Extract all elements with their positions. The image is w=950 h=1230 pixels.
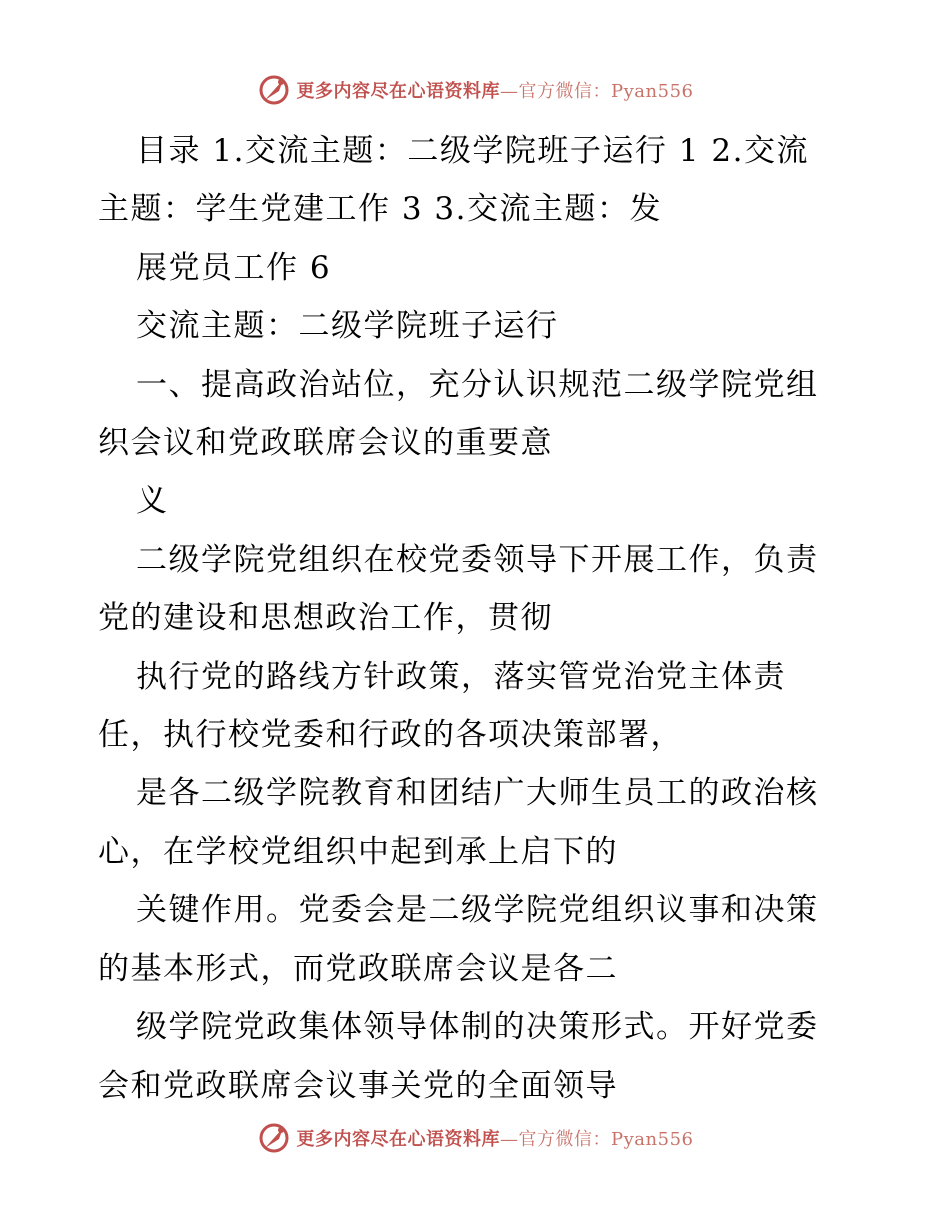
body-line: 党的建设和思想政治工作，贯彻 <box>98 600 553 637</box>
body-line: 目录 1.交流主题：二级学院班子运行 1 2.交流 <box>136 133 809 169</box>
body-line: 是各二级学院教育和团结广大师生员工的政治核 <box>136 775 819 812</box>
watermark-text: 更多内容尽在心语资料库—官方微信：Pyan556 <box>296 1129 694 1150</box>
body-line: 会和党政联席会议事关党的全面领导 <box>98 1067 618 1104</box>
body-line: 关键作用。党委会是二级学院党组织议事和决策 <box>136 892 819 929</box>
body-line: 任，执行校党委和行政的各项决策部署， <box>98 717 683 754</box>
body-line: 主题：学生党建工作 3 3.交流主题：发 <box>98 191 663 228</box>
body-line: 展党员工作 6 <box>136 249 332 286</box>
header-watermark <box>0 70 950 110</box>
body-line: 织会议和党政联席会议的重要意 <box>98 425 553 462</box>
footer-watermark <box>0 1118 950 1158</box>
body-line: 义 <box>136 483 169 520</box>
quill-logo-icon <box>257 73 291 107</box>
body-line: 执行党的路线方针政策，落实管党治党主体责 <box>136 658 786 695</box>
body-line: 二级学院党组织在校党委领导下开展工作，负责 <box>136 541 819 578</box>
body-line: 级学院党政集体领导体制的决策形式。开好党委 <box>136 1009 819 1046</box>
body-line: 心，在学校党组织中起到承上启下的 <box>98 833 618 870</box>
body-line: 一、提高政治站位，充分认识规范二级学院党组 <box>136 366 819 403</box>
document-body <box>98 122 858 1115</box>
quill-logo-icon <box>257 1121 291 1155</box>
watermark-text: 更多内容尽在心语资料库—官方微信：Pyan556 <box>296 81 694 102</box>
body-line: 的基本形式，而党政联席会议是各二 <box>98 950 618 987</box>
section-heading: 交流主题：二级学院班子运行 <box>136 308 559 345</box>
